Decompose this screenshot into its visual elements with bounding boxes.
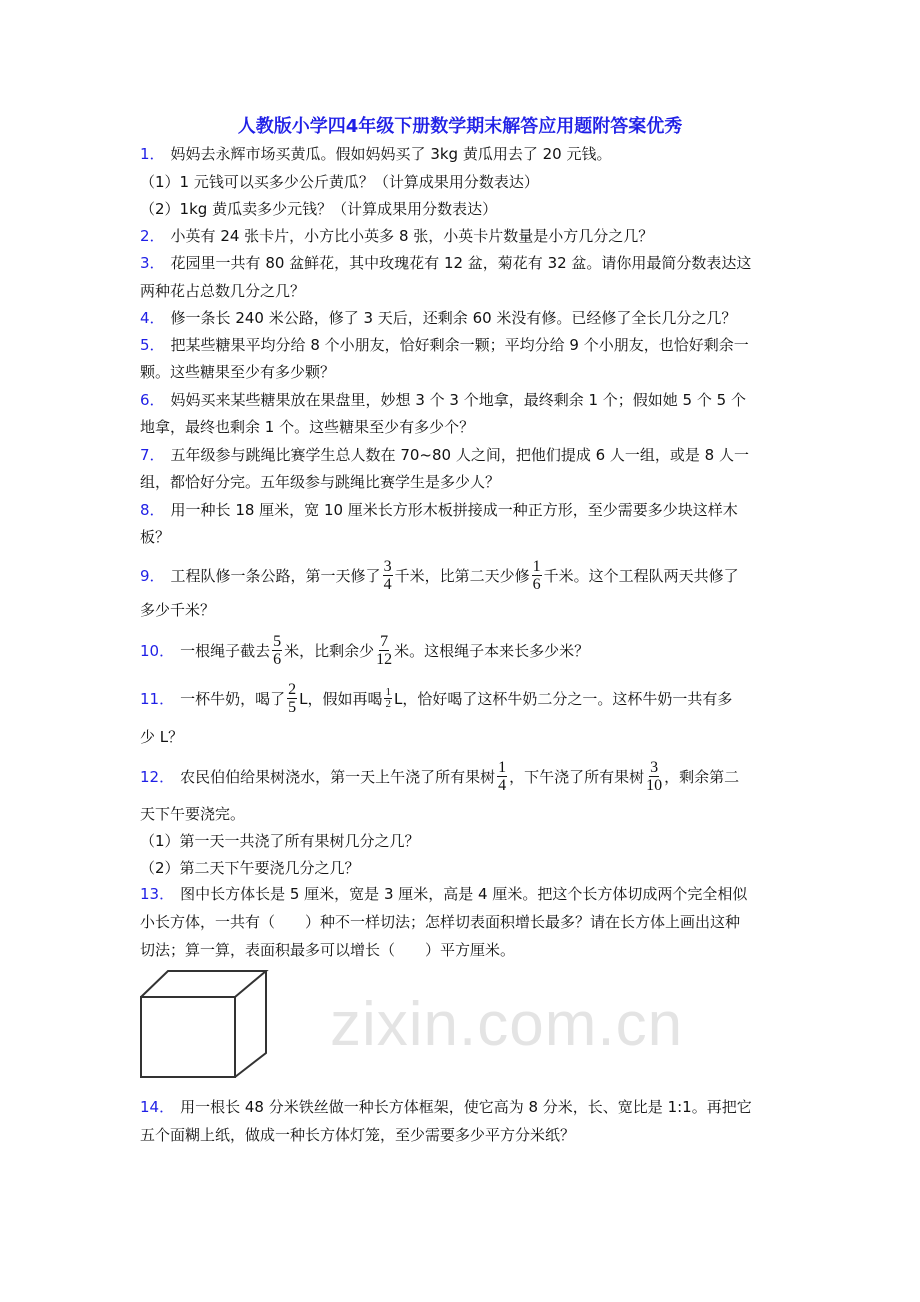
numerator: 1: [385, 685, 391, 698]
text-line: [140, 909, 785, 933]
denominator: 5: [288, 698, 297, 716]
numerator: 7: [380, 632, 389, 650]
question-number: 12．: [140, 767, 175, 786]
denominator: 2: [385, 697, 391, 710]
question-number: 11．: [140, 689, 175, 708]
text-line: [140, 223, 785, 247]
text-segment: 一根绳子截去: [180, 641, 271, 660]
text-segment: 少 L？: [140, 727, 184, 746]
question-number: 5．: [140, 335, 165, 354]
text-line: [140, 278, 785, 302]
text-segment: 板？: [140, 527, 171, 546]
text-line: [140, 442, 785, 466]
text-line: [140, 141, 785, 165]
text-line: [140, 881, 785, 905]
text-line: [140, 387, 785, 411]
text-line: [140, 332, 785, 356]
text-segment: 五年级参与跳绳比赛学生总人数在 70~80 人之间，把他们提成 6 人一组，或是 8 人一: [170, 445, 749, 464]
text-segment: ，剩余第二: [664, 767, 740, 786]
fraction: [497, 759, 507, 794]
text-segment: 把某些糖果平均分给 8 个小朋友，恰好剩余一颗；平均分给 9 个小朋友，也恰好剩余一: [170, 335, 749, 354]
numerator: 1: [532, 557, 541, 575]
text-segment: 一杯牛奶，喝了: [180, 689, 286, 708]
text-segment: （2）第二天下午要浇几分之几？: [140, 858, 360, 877]
text-line: [140, 196, 785, 220]
question-number: 4．: [140, 308, 165, 327]
text-line: [140, 724, 785, 748]
denominator: 12: [376, 650, 393, 668]
text-line: [140, 305, 785, 329]
denominator: 6: [273, 650, 282, 668]
text-segment: 工程队修一条公路，第一天修了: [170, 566, 381, 585]
text-segment: 切法；算一算，表面积最多可以增长（ ）平方厘米。: [140, 940, 516, 959]
text-line: [140, 169, 785, 193]
fraction: [384, 687, 392, 710]
question-number: 8．: [140, 500, 165, 519]
text-segment: 妈妈去永辉市场买黄瓜。假如妈妈买了 3kg 黄瓜用去了 20 元钱。: [170, 144, 612, 163]
numerator: 5: [273, 632, 282, 650]
text-line: [140, 680, 785, 716]
denominator: 10: [646, 776, 663, 794]
text-line: [140, 524, 785, 548]
text-segment: 地拿，最终也剩余 1 个。这些糖果至少有多少个？: [140, 417, 475, 436]
text-line: [140, 1122, 785, 1146]
text-line: [140, 801, 785, 825]
question-number: 3．: [140, 253, 165, 272]
numerator: 3: [383, 557, 392, 575]
text-line: [140, 497, 785, 521]
text-segment: 花园里一共有 80 盆鲜花，其中玫瑰花有 12 盆，菊花有 32 盆。请你用最简分数表达这: [170, 253, 752, 272]
document-title: 人教版小学四4年级下册数学期末解答应用题附答案优秀: [237, 116, 683, 137]
text-line: [140, 855, 785, 879]
watermark: zixin.com.cn: [330, 990, 684, 1059]
text-line: [140, 758, 785, 794]
text-segment: （1）第一天一共浇了所有果树几分之几？: [140, 831, 420, 850]
fraction: [376, 633, 392, 668]
text-segment: ，下午浇了所有果树: [509, 767, 645, 786]
fraction: [646, 759, 662, 794]
text-segment: 千米，比第二天少修: [394, 566, 530, 585]
denominator: 4: [498, 776, 507, 794]
fraction: [383, 558, 393, 593]
text-segment: 小长方体，一共有（ ）种不一样切法；怎样切表面积增长最多？请在长方体上画出这种: [140, 912, 741, 931]
text-segment: 组，都恰好分完。五年级参与跳绳比赛学生是多少人？: [140, 472, 501, 491]
text-line: [140, 250, 785, 274]
text-line: [140, 557, 785, 593]
fraction: [532, 558, 542, 593]
text-segment: 米，比剩余少: [284, 641, 375, 660]
text-line: [140, 359, 785, 383]
text-segment: 小英有 24 张卡片，小方比小英多 8 张，小英卡片数量是小方几分之几？: [170, 226, 654, 245]
fraction: [287, 681, 297, 716]
text-segment: 图中长方体长是 5 厘米，宽是 3 厘米，高是 4 厘米。把这个长方体切成两个完全相似: [180, 884, 748, 903]
text-line: [140, 632, 785, 668]
question-number: 14．: [140, 1097, 175, 1116]
denominator: 6: [532, 575, 541, 593]
text-segment: 天下午要浇完。: [140, 804, 246, 823]
text-segment: 五个面糊上纸，做成一种长方体灯笼，至少需要多少平方分米纸？: [140, 1125, 576, 1144]
text-line: [140, 937, 785, 961]
text-segment: 妈妈买来某些糖果放在果盘里，妙想 3 个 3 个地拿，最终剩余 1 个；假如她 5 个 5 个: [170, 390, 746, 409]
text-segment: 两种花占总数几分之几？: [140, 281, 306, 300]
text-segment: 千米。这个工程队两天共修了: [543, 566, 739, 585]
text-line: [140, 469, 785, 493]
cuboid-figure: [138, 968, 270, 1080]
fraction: [272, 633, 282, 668]
text-line: [140, 597, 785, 621]
numerator: 1: [498, 758, 507, 776]
question-number: 7．: [140, 445, 165, 464]
text-segment: L，恰好喝了这杯牛奶二分之一。这杯牛奶一共有多: [393, 689, 733, 708]
question-number: 10．: [140, 641, 175, 660]
text-segment: 修一条长 240 米公路，修了 3 天后，还剩余 60 米没有修。已经修了全长几分之几？: [170, 308, 737, 327]
text-segment: 颗。这些糖果至少有多少颗？: [140, 362, 336, 381]
text-segment: （1）1 元钱可以买多少公斤黄瓜？（计算成果用分数表达）: [140, 172, 539, 191]
text-segment: （2）1kg 黄瓜卖多少元钱？（计算成果用分数表达）: [140, 199, 498, 218]
question-number: 1．: [140, 144, 165, 163]
text-line: [140, 828, 785, 852]
text-segment: 用一种长 18 厘米，宽 10 厘米长方形木板拼接成一种正方形，至少需要多少块这样木: [170, 500, 738, 519]
numerator: 2: [288, 680, 297, 698]
numerator: 3: [650, 758, 659, 776]
question-number: 2．: [140, 226, 165, 245]
denominator: 4: [383, 575, 392, 593]
question-number: 6．: [140, 390, 165, 409]
text-segment: 米。这根绳子本来长多少米？: [394, 641, 590, 660]
text-segment: 农民伯伯给果树浇水，第一天上午浇了所有果树: [180, 767, 496, 786]
question-number: 9．: [140, 566, 165, 585]
text-segment: L，假如再喝: [299, 689, 383, 708]
text-segment: 多少千米？: [140, 600, 216, 619]
question-number: 13．: [140, 884, 175, 903]
text-line: [140, 1094, 785, 1118]
text-line: [140, 414, 785, 438]
text-segment: 用一根长 48 分米铁丝做一种长方体框架，使它高为 8 分米，长、宽比是 1:1。再把它: [180, 1097, 752, 1116]
